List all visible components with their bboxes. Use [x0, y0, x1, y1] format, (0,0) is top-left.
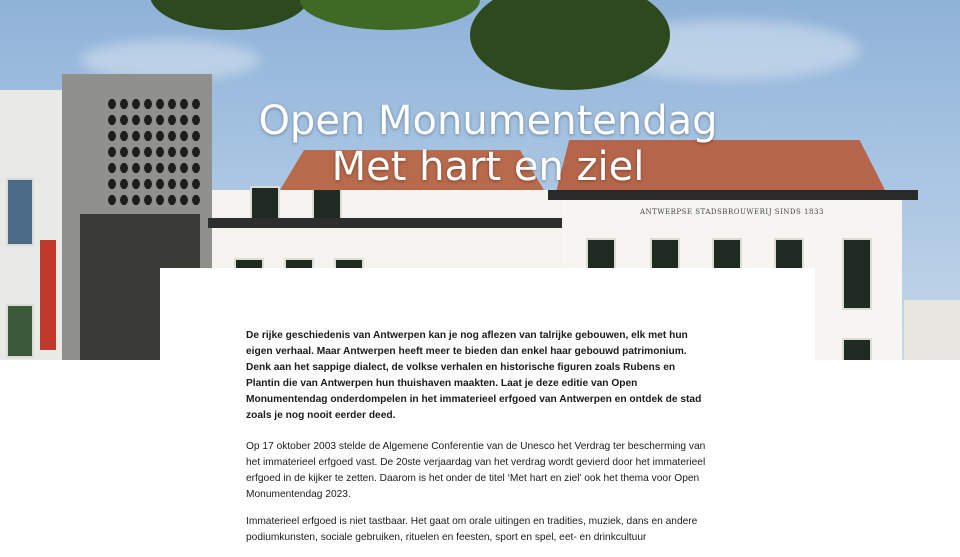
page-title	[0, 98, 960, 190]
title-line-2: Met hart en ziel	[331, 144, 645, 190]
title-line-1: Open Monumentendag	[258, 98, 718, 144]
article-intro: De rijke geschiedenis van Antwerpen kan je nog aflezen van talrijke gebouwen, elk met hun eigen verhaal. Maar Antwerpen heeft meer te bieden dan enkel haar gebouwd patrimonium. Denk aan het sappige dialect, de volkse verhalen en historische figuren zoals Rubens en Plantin die van Antwerpen hun thuishaven maakten. Laat je deze editie van Open Monumentendag onderdompelen in het immaterieel erfgoed van Antwerpen en ontdek de stad zoals je nog nooit eerder deed.	[246, 330, 702, 421]
article-paragraph: Op 17 oktober 2003 stelde de Algemene Conferentie van de Unesco het Verdrag ter bescherming van het immaterieel erfgoed vast. De 20ste verjaardag van het verdrag wordt gevierd door het immaterieel erfgoed in de kijker te zetten. Daarom is het onder de titel ‘Met hart en ziel’ ook het thema voor Open Monumentendag 2023.	[246, 441, 706, 501]
far-right-house	[904, 300, 960, 360]
tree-foliage	[300, 0, 480, 30]
article-paragraph: Immaterieel erfgoed is niet tastbaar. Het gaat om orale uitingen en tradities, muziek, dans en andere podiumkunsten, sociale gebruiken, rituelen en feesten, sport en spel, eet- en drinkcultuur	[246, 516, 698, 543]
article-body	[246, 328, 706, 557]
building-sign: ANTWERPSE STADSBROUWERIJ SINDS 1833	[640, 208, 824, 216]
roof-gutter	[208, 218, 568, 228]
tree-foliage	[470, 0, 670, 90]
roof-cornice	[548, 190, 918, 200]
tree-foliage	[150, 0, 310, 30]
